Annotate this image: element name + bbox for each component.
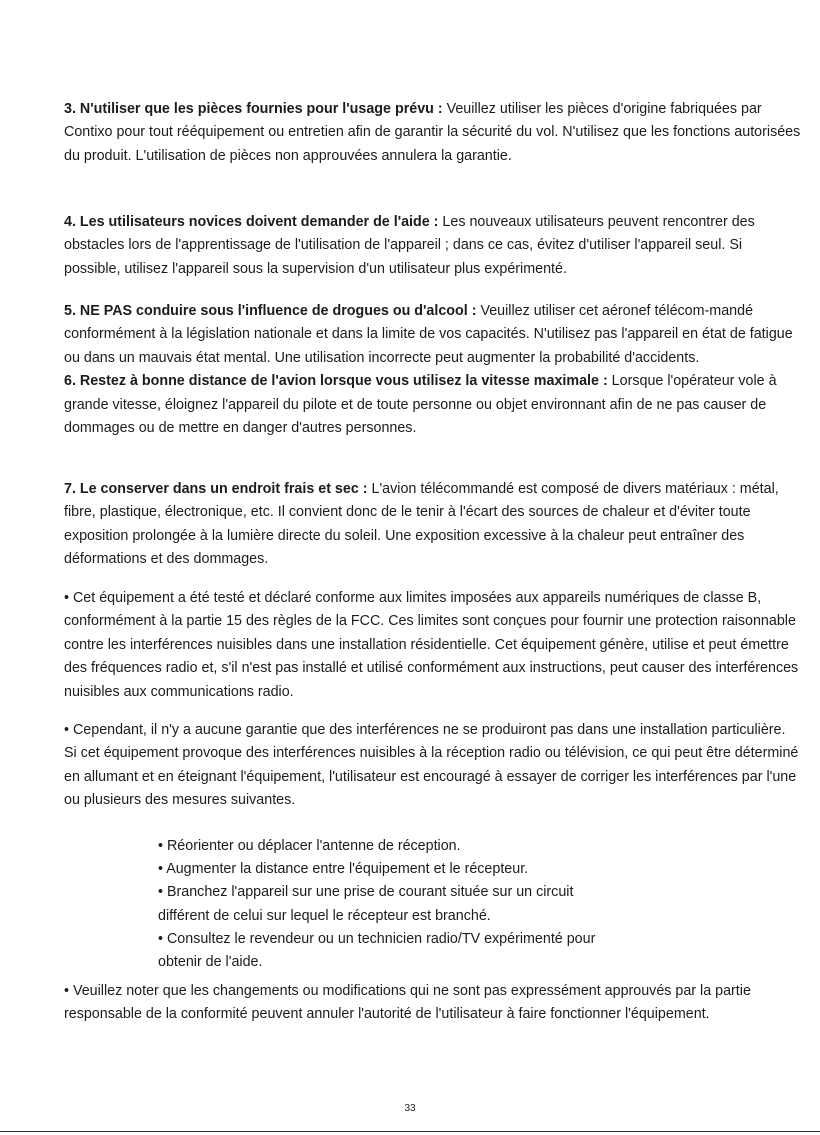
footer-rule — [0, 1131, 820, 1132]
section-5-body: Veuillez utiliser cet aéronef télécom-mandé conformément à la législation nationale et dans la limite de vos capacités. N'utilisez pas l'appareil en état de fatigue ou dans un mauvais état mental. Une utilisation incorrecte peut augmenter la probabilité d'accidents. — [64, 303, 793, 366]
section-6-heading: 6. Restez à bonne distance de l'avion lorsque vous utilisez la vitesse maximale : — [64, 373, 608, 390]
fcc-compliance-bullet — [64, 587, 802, 704]
section-4-heading: 4. Les utilisateurs novices doivent demander de l'aide : — [64, 214, 439, 230]
section-7 — [64, 478, 802, 572]
sections-5-6 — [64, 300, 802, 440]
measure-item: • Consultez le revendeur ou un technicien radio/TV expérimenté pour — [158, 930, 596, 947]
section-3-heading: 3. N'utiliser que les pièces fournies pour l'usage prévu : — [64, 101, 443, 117]
measure-item: • Branchez l'appareil sur une prise de courant située sur un circuit — [158, 884, 574, 901]
measures-list — [158, 835, 758, 974]
modifications-bullet — [64, 980, 802, 1027]
page-number: 33 — [404, 1103, 416, 1114]
section-7-paragraph — [64, 478, 802, 572]
modifications-text: • Veuillez noter que les changements ou modifications qui ne sont pas expressément approuvés par la partie responsable de la conformité peuvent annuler l'autorité de l'utilisateur à faire fonctionner l'équipement. — [64, 983, 751, 1023]
section-3-paragraph — [64, 98, 802, 168]
section-5-paragraph — [64, 300, 802, 370]
section-4 — [64, 211, 802, 281]
section-6-body: Lorsque l'opérateur vole à grande vitesse, éloignez l'appareil du pilote et de toute personne ou objet environnant afin de ne pas causer de dommages ou de mettre en danger d'autres personnes. — [64, 373, 777, 437]
interference-bullet — [64, 719, 802, 813]
measure-item: • Augmenter la distance entre l'équipement et le récepteur. — [158, 861, 529, 878]
interference-text: • Cependant, il n'y a aucune garantie que des interférences ne se produiront pas dans une installation particulière. Si cet équipement provoque des interférences nuisibles à la réception radio ou télévision, ce qui peut être déterminé en allumant et en éteignant l'équipement, l'utilisateur est encouragé à essayer de corriger les interférences par l'une ou plusieurs des mesures suivantes. — [64, 722, 799, 809]
section-5-heading: 5. NE PAS conduire sous l'influence de drogues ou d'alcool : — [64, 303, 477, 319]
measure-item-continuation: obtenir de l'aide. — [158, 954, 263, 971]
section-7-heading: 7. Le conserver dans un endroit frais et sec : — [64, 481, 368, 497]
section-6-paragraph — [64, 370, 802, 440]
section-3-body: Veuillez utiliser les pièces d'origine fabriquées par Contixo pour tout rééquipement ou entretien afin de garantir la sécurité du vol. N'utilisez que les fonctions autorisées du produit. L'utilisation de pièces non approuvées annulera la garantie. — [64, 101, 801, 164]
section-3 — [64, 98, 802, 168]
section-4-body: Les nouveaux utilisateurs peuvent rencontrer des obstacles lors de l'apprentissage de l'utilisation de l'appareil ; dans ce cas, évitez d'utiliser l'appareil seul. Si possible, utilisez l'appareil sous la supervision d'un utilisateur plus expérimenté. — [64, 214, 755, 277]
measure-item-continuation: différent de celui sur lequel le récepteur est branché. — [158, 907, 491, 924]
section-7-body: L'avion télécommandé est composé de divers matériaux : métal, fibre, plastique, électronique, etc. Il convient donc de le tenir à l'écart des sources de chaleur et d'éviter toute exposition prolongée à la lumière directe du soleil. Une exposition excessive à la chaleur peut entraîner des déformations et des dommages. — [64, 481, 779, 568]
section-4-paragraph — [64, 211, 802, 281]
fcc-compliance-text: • Cet équipement a été testé et déclaré conforme aux limites imposées aux appareils numériques de classe B, conformément à la partie 15 des règles de la FCC. Ces limites sont conçues pour fournir une protection raisonnable contre les interférences nuisibles dans une installation résidentielle. Cet équipement génère, utilise et peut émettre des fréquences radio et, s'il n'est pas installé et utilisé conformément aux instructions, peut causer des interférences nuisibles aux communications radio. — [64, 590, 799, 700]
measure-item: • Réorienter ou déplacer l'antenne de réception. — [158, 838, 461, 854]
